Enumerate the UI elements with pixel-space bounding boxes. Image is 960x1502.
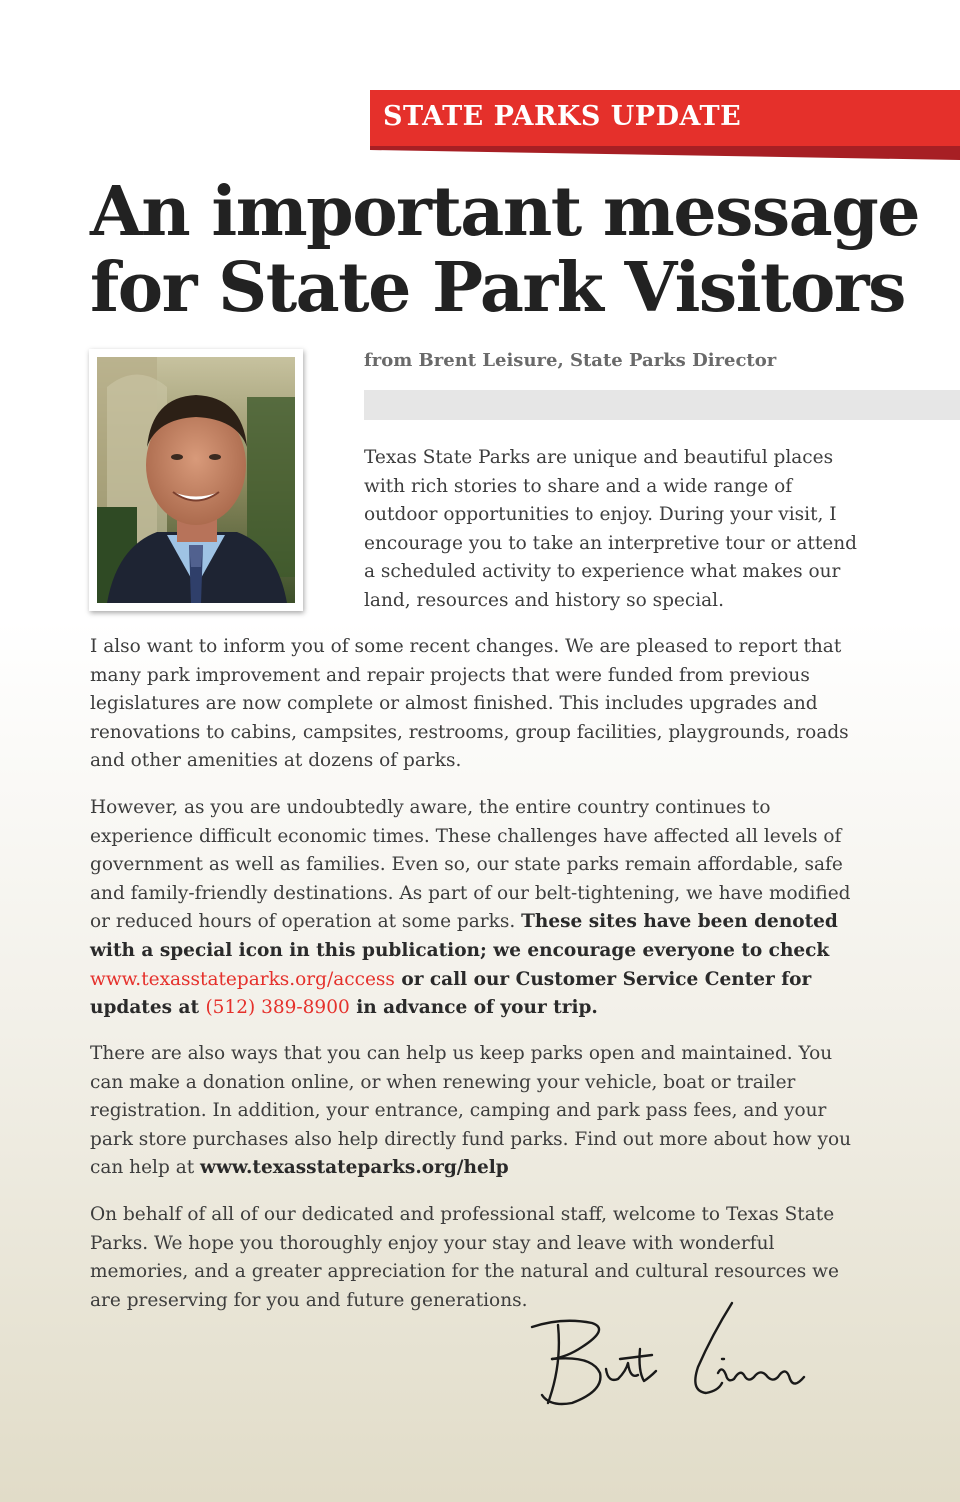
title-line-2: for State Park Visitors	[90, 248, 905, 328]
paragraph-improvements: I also want to inform you of some recent changes. We are pleased to report that many park improvement and repair projects that were funded from previous legislatures are now complete or almost finished. This includes upgrades and renovations to cabins, campsites, restrooms, group facilities, playgrounds, roads and other amenities at dozens of parks.	[90, 636, 849, 772]
notice-text-a: These sites have been denoted with a special icon in this publication; we encourage everyone to check	[90, 911, 838, 961]
paragraph-closing: On behalf of all of our dedicated and professional staff, welcome to Texas State Parks. We hope you thoroughly enjoy your stay and leave with wonderful memories, and a greater appreciation for the natural and cultural resources we are preserving for you and future generations.	[90, 1204, 839, 1311]
paragraph-economic	[90, 794, 870, 1023]
director-portrait	[97, 357, 295, 603]
intro-paragraph: Texas State Parks are unique and beautiful places with rich stories to share and a wide range of outdoor opportunities to enjoy. During your visit, I encourage you to take an interpretive tour or attend a scheduled activity to experience what makes our land, resources and history so special.	[364, 447, 857, 611]
banner-shadow	[370, 146, 960, 160]
author-byline: from Brent Leisure, State Parks Director	[364, 350, 777, 371]
portrait-image	[97, 357, 295, 603]
phone-number[interactable]: (512) 389-8900	[205, 997, 350, 1019]
paragraph-economic-text: However, as you are undoubtedly aware, the entire country continues to experience difficult economic times. These challenges have affected all levels of government as well as families. Even so, our state parks remain affordable, safe and family-friendly destinations. As part of our belt-tightening, we have modified or reduced hours of operation at some parks.	[90, 797, 851, 933]
title-line-1: An important message	[90, 172, 920, 252]
notice-text-b: or call our Customer Service Center for updates at	[90, 968, 812, 1019]
help-link[interactable]: www.texasstateparks.org/help	[200, 1157, 509, 1179]
paragraph-help-text: There are also ways that you can help us keep parks open and maintained. You can make a donation online, or when renewing your vehicle, boat or trailer registration. In addition, your entrance, camping and park pass fees, and your park store purchases also help directly fund parks. Find out more about how you can help at	[90, 1043, 852, 1179]
banner-label: STATE PARKS UPDATE	[383, 101, 742, 132]
notice-text-c: in advance of your trip.	[349, 997, 598, 1019]
divider-bar	[364, 390, 960, 420]
access-link[interactable]: www.texasstateparks.org/access	[90, 968, 395, 990]
paragraph-help	[90, 1040, 870, 1183]
signature	[522, 1295, 822, 1415]
page-title	[90, 174, 950, 326]
